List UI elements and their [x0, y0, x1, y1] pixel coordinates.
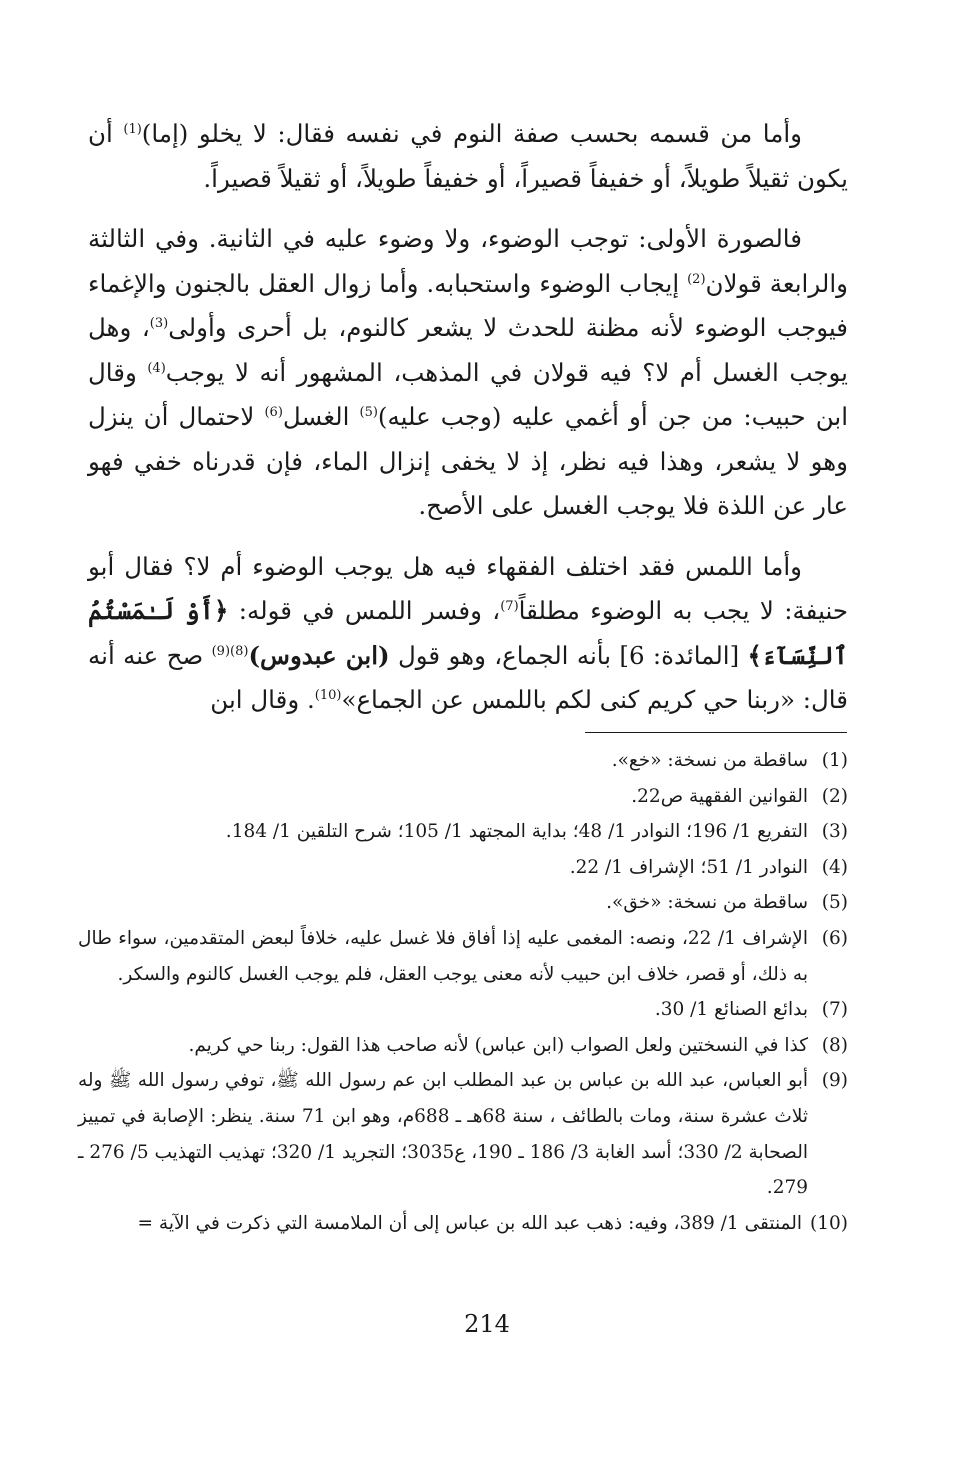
footnote — [78, 1028, 848, 1064]
text: الغسل — [282, 402, 360, 431]
footnote-text: كذا في النسختين ولعل الصواب (ابن عباس) لأنه صاحب هذا القول: ربنا حي كريم. — [188, 1034, 808, 1056]
paragraph-2 — [88, 217, 848, 529]
footnote-text: الإشراف 1/ 22، ونصه: المغمى عليه إذا أفاق فلا غسل عليه، خلافاً لبعض المتقدمين، سواء طال به ذلك، أو قصر، خلاف ابن حبيب لأنه معنى يوجب العقل، فلم يوجب الغسل كالنوم والسكر. — [78, 927, 808, 985]
footnote-ref[interactable]: (6) — [264, 404, 283, 420]
text: وقال ابن حبيب: من جن أو أغمي عليه (وجب عليه) — [88, 357, 849, 431]
footnote-number: (2) — [821, 785, 848, 807]
page-number: 214 — [464, 1310, 510, 1338]
footnote-number: (10) — [810, 1212, 848, 1234]
text: فالصورة الأولى: توجب الوضوء، ولا وضوء عليه في الثانية. وفي الثالثة والرابعة قولان — [88, 224, 848, 298]
footnote — [78, 814, 848, 850]
footnote-text: بدائع الصنائع 1/ 30. — [654, 999, 808, 1021]
footnote-ref[interactable]: (7) — [500, 598, 519, 614]
footnote-number: (3) — [821, 821, 848, 843]
text: صح عنه أنه قال: «ربنا حي كريم كنى لكم باللمس عن الجماع» — [88, 640, 848, 714]
footnote-number: (4) — [821, 856, 848, 878]
footnote-text: أبو العباس، عبد الله بن عباس بن عبد المطلب ابن عم رسول الله ﷺ، توفي رسول الله ﷺ وله ثلاث عشرة سنة، ومات بالطائف ، سنة 68هـ ـ 688م، وهو ابن 71 سنة. ينظر: الإصابة في تمييز الصحابة 2/ 330؛ أسد الغابة 3/ 186 ـ 190، ع3035؛ التجريد 1/ 320؛ تهذيب التهذيب 5/ 276 ـ 279. — [78, 1070, 809, 1199]
footnote-text: المنتقى 1/ 389، وفيه: ذهب عبد الله بن عباس إلى أن الملامسة التي ذكرت في الآية = — [137, 1212, 802, 1234]
footnote — [78, 921, 848, 992]
footnote-number: (6) — [821, 927, 848, 949]
footnote-number: (1) — [821, 750, 848, 771]
text: لاحتمال أن ينزل وهو لا يشعر، وهذا فيه نظر، إذ لا يخفى إنزال الماء، فإن قدرناه خفي فهو عار عن اللذة فلا يوجب الغسل على الأصح. — [88, 402, 848, 520]
footnote-number: (9) — [821, 1070, 848, 1092]
footnote-text: ساقطة من نسخة: «خع». — [611, 750, 808, 771]
quran-verse: ﴿أَوْ لَـٰمَسْتُمُ ٱلنِّسَآءَ﴾ — [88, 596, 849, 670]
footnote-ref[interactable]: (8)(9) — [211, 643, 249, 659]
footnote — [78, 850, 848, 886]
footnote-separator — [585, 732, 847, 733]
text: أن يكون ثقيلاً طويلاً، أو خفيفاً قصيراً، أو خفيفاً طويلاً، أو ثقيلاً قصيراً. — [88, 119, 848, 193]
footnote-text: النوادر 1/ 51؛ الإشراف 1/ 22. — [569, 856, 808, 878]
bold-name: (ابن عبدوس) — [248, 640, 390, 670]
footnote-text: القوانين الفقهية ص22. — [631, 785, 808, 807]
footnote — [78, 743, 848, 779]
main-text — [88, 112, 848, 739]
text: . وقال ابن — [210, 685, 315, 714]
footnote-number: (5) — [821, 892, 848, 914]
text: وأما اللمس فقد اختلف الفقهاء فيه هل يوجب الوضوء أم لا؟ فقال أبو حنيفة: لا يجب به الوضوء مطلقاً — [88, 551, 849, 625]
footnote-number: (8) — [821, 1034, 848, 1056]
footnote-text: التفريع 1/ 196؛ النوادر 1/ 48؛ بداية المجتهد 1/ 105؛ شرح التلقين 1/ 184. — [225, 821, 808, 843]
footnote-ref[interactable]: (10) — [314, 687, 342, 703]
footnote — [78, 992, 848, 1028]
footnote-ref[interactable]: (4) — [147, 360, 166, 376]
paragraph-1 — [88, 112, 848, 201]
footnote-ref[interactable]: (2) — [687, 271, 706, 287]
footnote — [78, 1206, 848, 1242]
text: وأما من قسمه بحسب صفة النوم في نفسه فقال: لا يخلو (إما) — [141, 119, 802, 148]
footnote-ref[interactable]: (1) — [123, 121, 142, 137]
text: إيجاب الوضوء واستحبابه. وأما زوال العقل بالجنون والإغماء فيوجب الوضوء لأنه مظنة للحدث لا يشعر كالنوم، بل أحرى وأولى — [88, 268, 848, 342]
footnote — [78, 885, 848, 921]
text: ، وفسر اللمس في قوله: — [228, 596, 501, 625]
footnotes — [78, 743, 848, 1241]
footnote-ref[interactable]: (5) — [359, 404, 378, 420]
text: [المائدة: 6] بأنه الجماع، وهو قول — [389, 640, 748, 670]
paragraph-3 — [88, 545, 848, 723]
text: ، وهل يوجب الغسل أم لا؟ فيه قولان في المذهب، المشهور أنه لا يوجب — [88, 313, 848, 387]
footnote-text: ساقطة من نسخة: «خق». — [606, 892, 808, 914]
footnote — [78, 1063, 848, 1205]
footnote — [78, 779, 848, 815]
footnote-number: (7) — [821, 999, 848, 1021]
footnote-ref[interactable]: (3) — [149, 315, 169, 331]
